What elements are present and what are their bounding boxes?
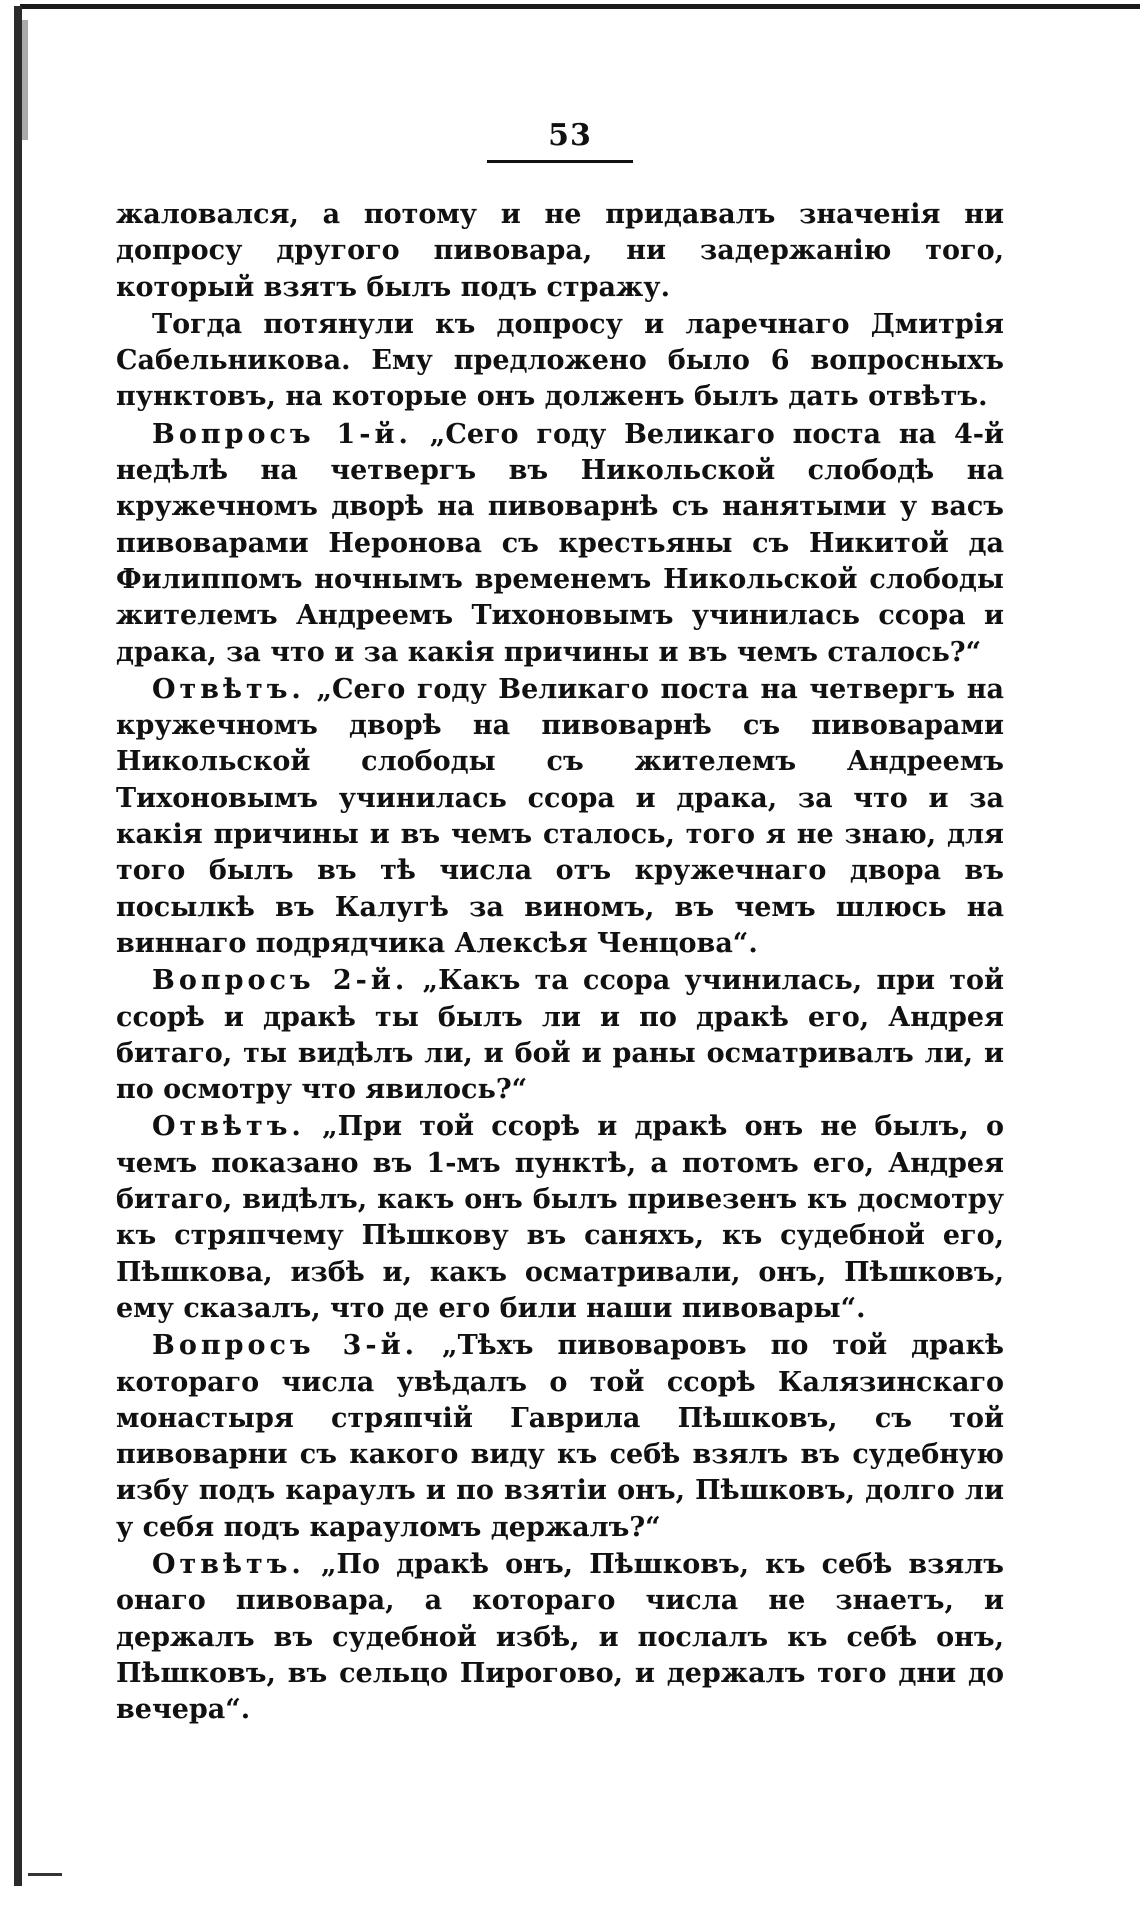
answer-paragraph — [116, 672, 1004, 962]
page-number: 53 — [548, 118, 592, 153]
question-paragraph — [116, 963, 1004, 1108]
binding-shadow — [14, 6, 22, 1886]
question-heading: Вопросъ 2-й. — [152, 965, 409, 997]
page-number-rule — [487, 160, 633, 163]
answer-paragraph — [116, 1547, 1004, 1728]
paragraph-text: „Сего году Великаго поста на четвергъ на кружечномъ дворѣ на пивоварнѣ съ пивоварами Никольской слободы съ жителемъ Андреемъ Тихоновымъ учинилась ссора и драка, за что и за какія причины и въ чемъ сталось, того я не знаю, для того былъ въ тѣ числа отъ кружечнаго двора въ посылкѣ въ Калугѣ за виномъ, въ чемъ шлюсь на виннаго подрядчика Алексѣя Ченцова“. — [116, 673, 1004, 959]
paragraph-text: „Сего году Великаго поста на 4-й недѣлѣ на четвергъ въ Никольской слободѣ на кружечномъ дворѣ на пивоварнѣ съ нанятыми у васъ пивоварами Неронова съ крестьяны съ Никитой да Филиппомъ ночнымъ временемъ Никольской слободы жителемъ Андреемъ Тихоновымъ учинилась ссора и драка, за что и за какія причины и въ чемъ сталось?“ — [116, 418, 1005, 668]
paragraph-text: „Тѣхъ пивоваровъ по той дракѣ котораго числа увѣдалъ о той ссорѣ Калязинскаго монастыря стряпчій Гаврила Пѣшковъ, съ той пивоварни съ какого виду къ себѣ взялъ въ судебную избу подъ караулъ и по взятіи онъ, Пѣшковъ, долго ли у себя подъ карауломъ держалъ?“ — [116, 1330, 1004, 1543]
page-top-edge — [20, 4, 1140, 9]
answer-heading: Отвѣтъ. — [152, 1548, 305, 1580]
paragraph-text: „При той ссорѣ и дракѣ онъ не былъ, о чемъ показано въ 1-мъ пунктѣ, а потомъ его, Андрея битаго, видѣлъ, какъ онъ былъ привезенъ къ досмотру къ стряпчему Пѣшкову въ саняхъ, къ судебной его, Пѣшкова, избѣ и, какъ осматривали, онъ, Пѣшковъ, ему сказалъ, что де его били наши пивовары“. — [116, 1111, 1004, 1324]
question-heading: Вопросъ 3-й. — [152, 1330, 419, 1362]
question-paragraph — [116, 1328, 1004, 1546]
paragraph-text: „Какъ та ссора учинилась, при той ссорѣ и дракѣ ты былъ ли и по дракѣ его, Андрея битаго, ты видѣлъ ли, и бой и раны осматривалъ ли, и по осмотру что явилось?“ — [116, 965, 1005, 1106]
answer-heading: Отвѣтъ. — [152, 1111, 305, 1143]
answer-paragraph — [116, 1109, 1004, 1327]
paragraph-text: жаловался, а потому и не придавалъ значенія ни допросу другого пивовара, ни задержанію того, который взятъ былъ подъ стражу. — [116, 199, 1004, 303]
binding-fringe — [22, 20, 28, 140]
paragraph — [116, 307, 1004, 416]
paragraph — [116, 197, 1004, 306]
paragraph-text: „По дракѣ онъ, Пѣшковъ, къ себѣ взялъ онаго пивовара, а котораго числа не знаетъ, и держалъ въ судебной избѣ, и послалъ къ себѣ онъ, Пѣшковъ, въ сельцо Пирогово, и держалъ того дни до вечера“. — [116, 1548, 1005, 1726]
scan-mark — [28, 1873, 62, 1876]
answer-heading: Отвѣтъ. — [152, 673, 305, 705]
paragraph-text: Тогда потянули къ допросу и ларечнаго Дмитрія Сабельникова. Ему предложено было 6 вопросныхъ пунктовъ, на которые онъ долженъ былъ дать отвѣтъ. — [116, 308, 1004, 413]
question-paragraph — [116, 417, 1004, 671]
text-body — [116, 197, 1004, 1728]
question-heading: Вопросъ 1-й. — [152, 418, 412, 450]
